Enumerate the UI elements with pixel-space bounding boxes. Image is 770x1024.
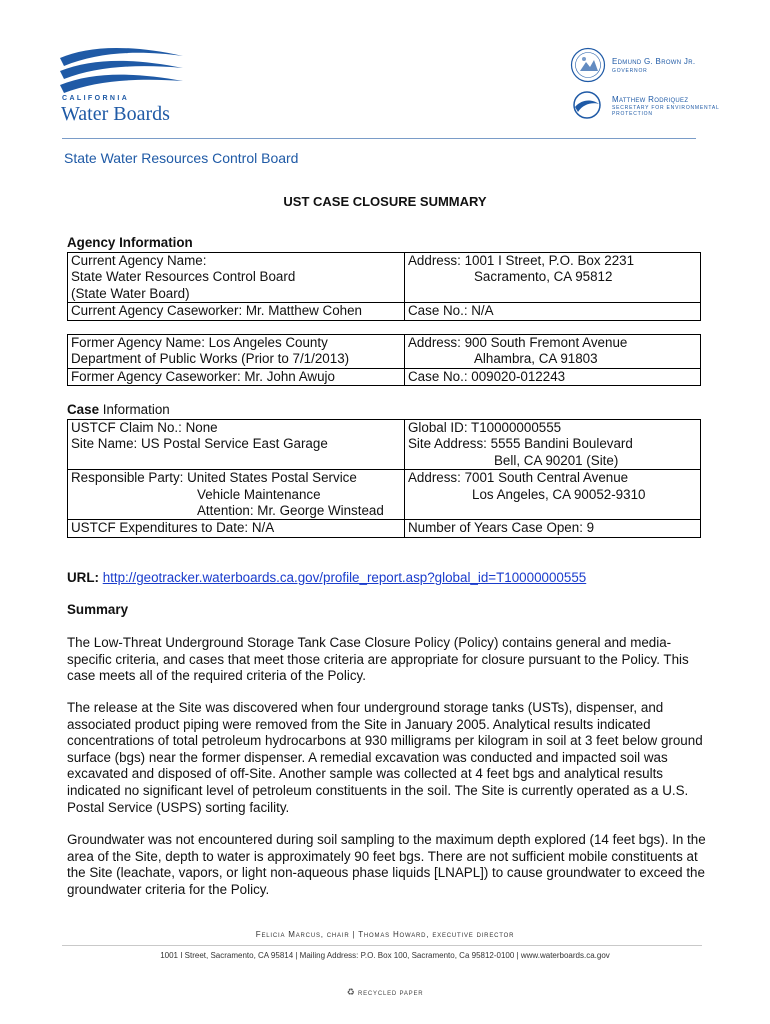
former-agency-address: Address: 900 South Fremont Avenue (408, 335, 628, 350)
agency-info-heading: Agency Information (67, 235, 193, 250)
header-divider (62, 138, 696, 139)
current-agency-label: Current Agency Name: (71, 253, 207, 268)
site-city: Bell, CA 90201 (Site) (494, 452, 619, 468)
former-caseworker: Former Agency Caseworker: Mr. John Awujo (71, 368, 335, 384)
url-line (67, 570, 586, 586)
current-agency-address: Address: 1001 I Street, P.O. Box 2231 (408, 253, 635, 268)
current-agency-abbrev: (State Water Board) (71, 285, 190, 301)
current-case-no: Case No.: N/A (408, 303, 494, 319)
brand-california: CALIFORNIA (62, 95, 130, 102)
board-name: State Water Resources Control Board (64, 150, 299, 166)
current-agency-name: State Water Resources Control Board (71, 269, 296, 285)
years-case-open: Number of Years Case Open: 9 (408, 520, 595, 536)
former-case-no: Case No.: 009020-012243 (408, 368, 566, 384)
summary-paragraph-1: The Low-Threat Underground Storage Tank Case Closure Policy (Policy) contains general and media-specific criteria, and cases that meet those criteria are appropriate for closure pursuant to the Policy. This case meets all of the required criteria of the Policy. (67, 635, 689, 684)
recycled-paper-label: RECYCLED PAPER (357, 991, 424, 997)
summary-heading: Summary (67, 602, 129, 617)
current-caseworker: Current Agency Caseworker: Mr. Matthew Cohen (71, 303, 362, 319)
site-name: Site Name: US Postal Service East Garage (71, 436, 328, 452)
case-info-heading (67, 402, 170, 418)
summary-paragraph-2: The release at the Site was discovered when four underground storage tanks (USTs), dispenser, and associated product piping were removed from the Site in January 2005. Analytical results indicated concentrations of total petroleum hydrocarbons at 930 milligrams per kilogram in soil at 3 feet below ground surface (bgs) near the former dispenser. A remedial excavation was conducted and impacted soil was excavated and disposed of off-Site. Another sample was collected at 4 feet bgs and analytical results indicated no significant level of petroleum constituents in the soil. The Site is currently operated as a U.S. Postal Service (USPS) sorting facility. (67, 700, 703, 815)
water-boards-wave-logo (58, 44, 188, 96)
rp-address: Address: 7001 South Central Avenue (408, 470, 629, 486)
footer-address: 1001 I Street, Sacramento, CA 95814 | Mailing Address: P.O. Box 100, Sacramento, Ca 95812-0100 | www.waterboards.ca.gov (160, 951, 610, 960)
document-title: UST CASE CLOSURE SUMMARY (283, 194, 487, 209)
brand-water-boards: Water Boards (61, 103, 170, 125)
url-label: URL: (67, 570, 103, 585)
governor-title: GOVERNOR (612, 68, 648, 74)
ustcf-claim: USTCF Claim No.: None (71, 420, 218, 435)
former-agency-name: Former Agency Name: Los Angeles County (71, 335, 328, 350)
ustcf-expenditures: USTCF Expenditures to Date: N/A (71, 520, 275, 536)
former-agency-table (67, 334, 701, 386)
footer-officers: Felicia Marcus, chair | Thomas Howard, executive director (255, 930, 515, 939)
summary-paragraph-3: Groundwater was not encountered during soil sampling to the maximum depth explored (14 feet bgs). In the area of the Site, depth to water is approximately 90 feet bgs. There are not sufficient mobile constituents at the Site (leachate, vapors, or light non-aqueous phase liquids [LNAPL]) to cause groundwater to exceed the groundwater criteria for the Policy. (67, 832, 706, 897)
governor-name: Edmund G. Brown Jr. (612, 57, 696, 66)
global-id: Global ID: T10000000555 (408, 420, 562, 435)
recycle-icon: ♻ (346, 987, 356, 997)
case-heading-bold: Case (67, 402, 100, 417)
secretary-name: Matthew Rodriquez (612, 95, 689, 104)
calepa-logo-icon (570, 90, 604, 120)
secretary-title: SECRETARY FOR ENVIRONMENTAL PROTECTION (612, 105, 720, 117)
current-agency-city: Sacramento, CA 95812 (474, 269, 613, 285)
case-info-table (67, 419, 701, 538)
recycled-paper-note (0, 987, 770, 998)
footer-divider (62, 945, 702, 946)
former-agency-department: Department of Public Works (Prior to 7/1/2013) (71, 351, 350, 367)
responsible-party-attention: Attention: Mr. George Winstead (197, 503, 384, 519)
responsible-party-division: Vehicle Maintenance (197, 486, 321, 502)
geotracker-link[interactable]: http://geotracker.waterboards.ca.gov/profile_report.asp?global_id=T10000000555 (102, 570, 587, 585)
california-seal-icon (570, 47, 606, 83)
current-agency-table (67, 252, 701, 321)
site-address: Site Address: 5555 Bandini Boulevard (408, 436, 633, 452)
former-agency-city: Alhambra, CA 91803 (474, 351, 598, 367)
responsible-party: Responsible Party: United States Postal Service (71, 470, 357, 486)
case-heading-rest: Information (99, 402, 170, 417)
rp-city: Los Angeles, CA 90052-9310 (472, 486, 646, 502)
